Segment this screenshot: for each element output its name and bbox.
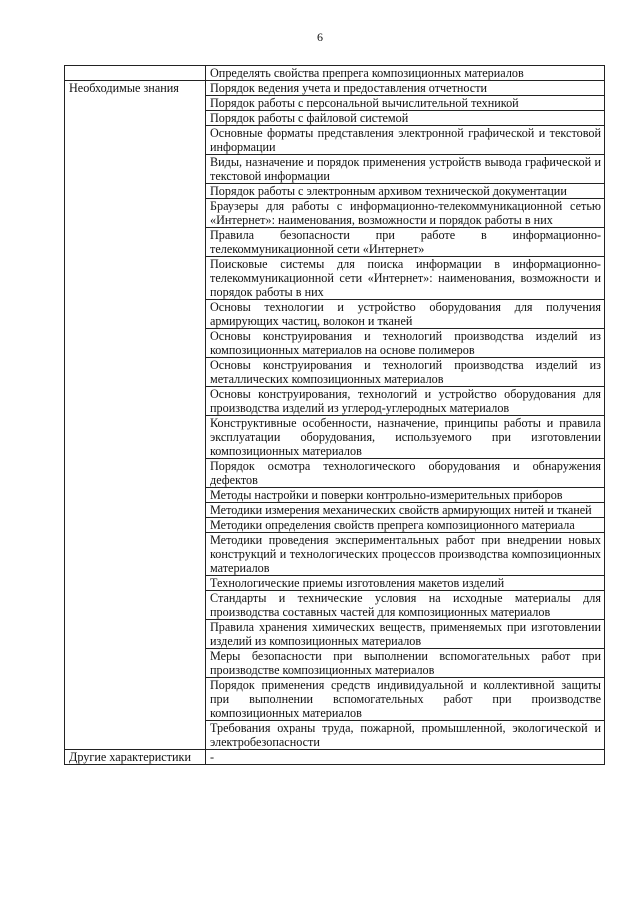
- knowledge-item: Технологические приемы изготовления макетов изделий: [206, 576, 605, 591]
- table-row: [65, 111, 605, 126]
- knowledge-item: Виды, назначение и порядок применения устройств вывода графической и текстовой информации: [206, 155, 605, 184]
- table-row: [65, 228, 605, 257]
- knowledge-item: Основы конструирования и технологий производства изделий из металлических композиционных материалов: [206, 358, 605, 387]
- table-row: [65, 591, 605, 620]
- label-cell: [65, 533, 206, 576]
- label-cell: [65, 387, 206, 416]
- table-row: [65, 300, 605, 329]
- label-cell: [65, 358, 206, 387]
- table-row: [65, 199, 605, 228]
- label-cell: [65, 66, 206, 81]
- table-row: [65, 358, 605, 387]
- knowledge-item: Методики определения свойств препрега композиционного материала: [206, 518, 605, 533]
- table-row: [65, 387, 605, 416]
- knowledge-item: Правила хранения химических веществ, применяемых при изготовлении изделий из композиционных материалов: [206, 620, 605, 649]
- label-cell: [65, 199, 206, 228]
- label-cell: [65, 591, 206, 620]
- label-cell: [65, 620, 206, 649]
- knowledge-item: Порядок осмотра технологического оборудования и обнаружения дефектов: [206, 459, 605, 488]
- label-cell: [65, 155, 206, 184]
- label-cell: [65, 721, 206, 750]
- knowledge-label: Необходимые знания: [65, 81, 206, 96]
- table-row: [65, 126, 605, 155]
- knowledge-item: Порядок применения средств индивидуальной и коллективной защиты при выполнении вспомогательных работ при производстве композиционных материалов: [206, 678, 605, 721]
- table-row: [65, 576, 605, 591]
- table-row: [65, 459, 605, 488]
- label-cell: [65, 488, 206, 503]
- knowledge-table: [64, 65, 605, 765]
- knowledge-item: Поисковые системы для поиска информации в информационно-телекоммуникационной сети «Интернет»: наименования, возможности и порядок работы в них: [206, 257, 605, 300]
- label-cell: [65, 678, 206, 721]
- table-row: [65, 184, 605, 199]
- table-row: [65, 81, 605, 96]
- first-row-text: Определять свойства препрега композиционных материалов: [206, 66, 605, 81]
- table-row: [65, 257, 605, 300]
- other-value: -: [206, 750, 605, 765]
- table-row: [65, 721, 605, 750]
- knowledge-item: Порядок работы с файловой системой: [206, 111, 605, 126]
- table-row: [65, 620, 605, 649]
- label-cell: [65, 300, 206, 329]
- label-cell: [65, 649, 206, 678]
- knowledge-item: Методы настройки и поверки контрольно-измерительных приборов: [206, 488, 605, 503]
- table-row: [65, 533, 605, 576]
- knowledge-item: Методики проведения экспериментальных работ при внедрении новых конструкций и технологических процессов производства композиционных материалов: [206, 533, 605, 576]
- knowledge-item: Основные форматы представления электронной графической и текстовой информации: [206, 126, 605, 155]
- page-number: 6: [317, 30, 323, 44]
- label-cell: [65, 126, 206, 155]
- knowledge-item: Порядок ведения учета и предоставления отчетности: [206, 81, 605, 96]
- table-row: [65, 678, 605, 721]
- table-row: [65, 518, 605, 533]
- other-label: Другие характеристики: [65, 750, 206, 765]
- table-row: [65, 649, 605, 678]
- label-cell: [65, 416, 206, 459]
- label-cell: [65, 257, 206, 300]
- table-row: [65, 503, 605, 518]
- knowledge-item: Основы конструирования, технологий и устройство оборудования для производства изделий из углерод-углеродных материалов: [206, 387, 605, 416]
- table-row: [65, 96, 605, 111]
- knowledge-item: Браузеры для работы с информационно-телекоммуникационной сетью «Интернет»: наименования, возможности и порядок работы в них: [206, 199, 605, 228]
- table-row: [65, 750, 605, 765]
- knowledge-item: Требования охраны труда, пожарной, промышленной, экологической и электробезопасности: [206, 721, 605, 750]
- table-row: [65, 416, 605, 459]
- knowledge-item: Порядок работы с электронным архивом технической документации: [206, 184, 605, 199]
- label-cell: [65, 518, 206, 533]
- knowledge-item: Методики измерения механических свойств армирующих нитей и тканей: [206, 503, 605, 518]
- label-cell: [65, 503, 206, 518]
- table-row: [65, 66, 605, 81]
- label-cell: [65, 228, 206, 257]
- knowledge-item: Основы конструирования и технологий производства изделий из композиционных материалов на основе полимеров: [206, 329, 605, 358]
- knowledge-item: Конструктивные особенности, назначение, принципы работы и правила эксплуатации оборудования, используемого при изготовлении композиционных материалов: [206, 416, 605, 459]
- table-row: [65, 329, 605, 358]
- label-cell: [65, 459, 206, 488]
- knowledge-item: Стандарты и технические условия на исходные материалы для производства составных частей для композиционных материалов: [206, 591, 605, 620]
- label-cell: [65, 96, 206, 111]
- label-cell: [65, 329, 206, 358]
- knowledge-item: Порядок работы с персональной вычислительной техникой: [206, 96, 605, 111]
- knowledge-item: Правила безопасности при работе в информационно-телекоммуникационной сети «Интернет»: [206, 228, 605, 257]
- table-row: [65, 488, 605, 503]
- table-row: [65, 155, 605, 184]
- knowledge-item: Основы технологии и устройство оборудования для получения армирующих частиц, волокон и тканей: [206, 300, 605, 329]
- label-cell: [65, 576, 206, 591]
- table-body: [65, 66, 605, 765]
- label-cell: [65, 111, 206, 126]
- knowledge-item: Меры безопасности при выполнении вспомогательных работ при производстве композиционных материалов: [206, 649, 605, 678]
- label-cell: [65, 184, 206, 199]
